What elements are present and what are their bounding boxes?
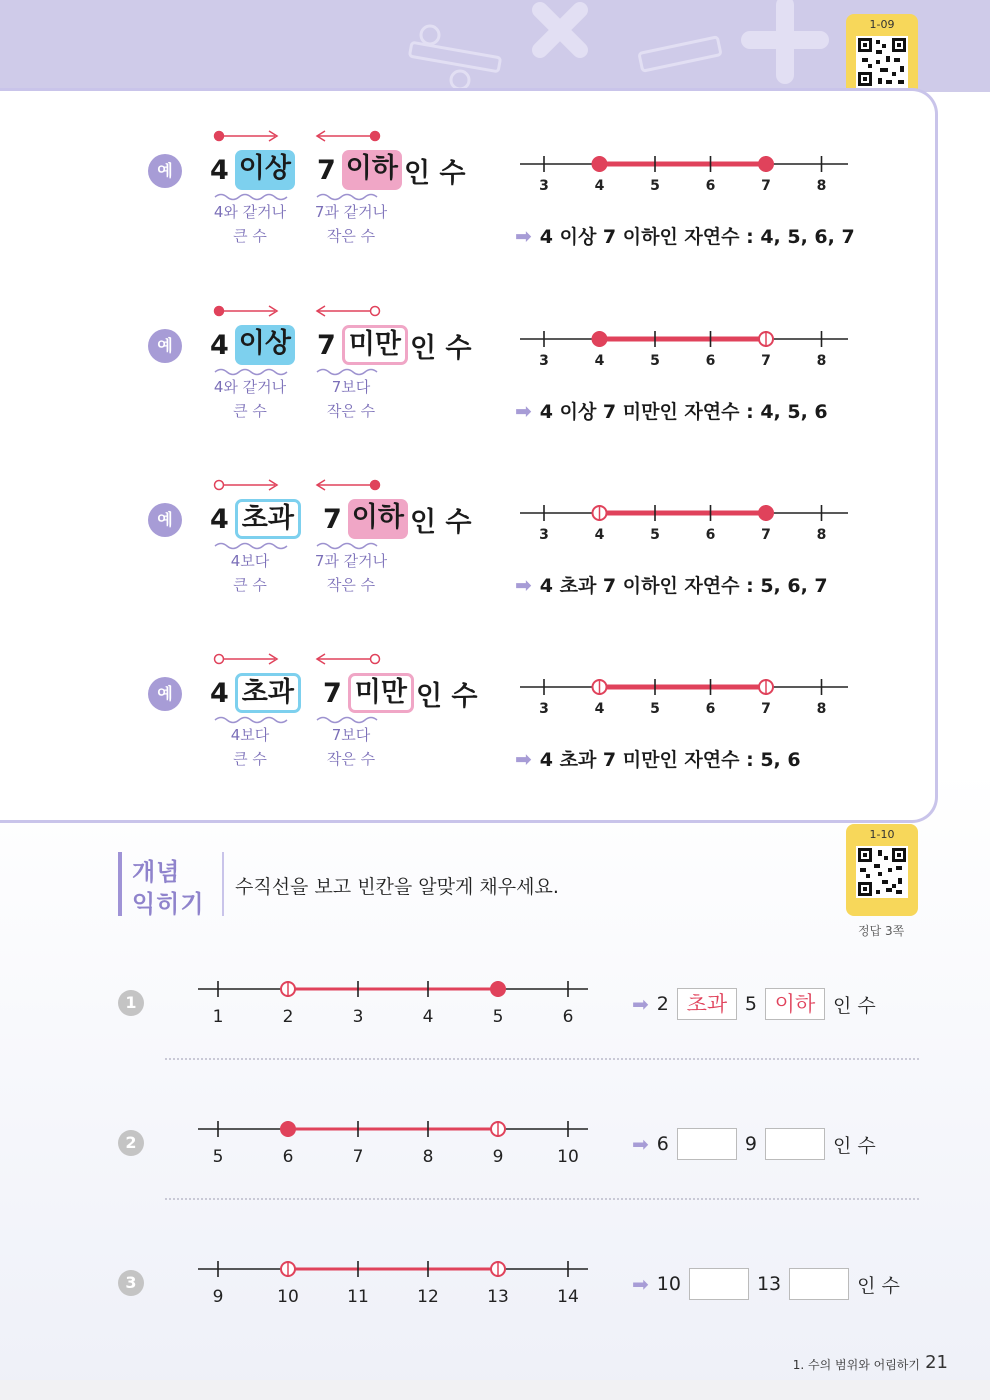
number-1: 4	[210, 503, 229, 535]
start-number: 6	[656, 1133, 669, 1155]
tick-label: 1	[212, 1007, 224, 1027]
answer-box-1[interactable]	[689, 1268, 749, 1300]
qr-label: 1-09	[869, 18, 895, 31]
tick-label: 7	[761, 178, 771, 194]
tick-label: 13	[487, 1287, 509, 1307]
result-text: 4 초과 7 미만인 자연수 : 5, 6	[539, 749, 801, 771]
footer-page-number: 21	[925, 1352, 948, 1373]
problem-divider	[165, 1198, 919, 1200]
example-row	[0, 311, 938, 451]
tick-label: 7	[352, 1147, 364, 1167]
tick-label: 9	[212, 1287, 224, 1307]
phrase-suffix: 인 수	[403, 157, 466, 189]
tick-label: 4	[422, 1007, 434, 1027]
example-badge: 예	[148, 154, 182, 188]
description-line: 큰 수	[233, 576, 267, 594]
word-2-pill: 이하	[342, 150, 402, 190]
tick-label: 6	[705, 701, 716, 717]
qr-code-box-middle[interactable]	[846, 824, 918, 916]
description-line: 작은 수	[326, 227, 376, 245]
concept-examples-card	[0, 88, 938, 823]
tick-label: 3	[539, 178, 549, 194]
footer-chapter: 1. 수의 범위와 어림하기	[792, 1358, 920, 1372]
start-number: 2	[656, 993, 669, 1015]
word-2-pill: 이하	[348, 499, 408, 539]
number-2: 7	[322, 503, 342, 535]
range-phrase	[210, 497, 472, 541]
tick-label: 3	[539, 353, 549, 369]
closed-endpoint	[491, 982, 505, 996]
result-line	[515, 397, 828, 424]
tick-label: 8	[816, 353, 827, 369]
description-2	[306, 723, 396, 771]
tick-label: 5	[650, 178, 660, 194]
description-line: 큰 수	[233, 750, 267, 768]
tick-label: 4	[594, 527, 605, 543]
tick-label: 6	[282, 1147, 294, 1167]
description-line: 큰 수	[233, 227, 267, 245]
tick-label: 9	[492, 1147, 504, 1167]
right-arrow-icon: ➡	[515, 746, 532, 771]
answer-suffix: 인 수	[832, 994, 876, 1017]
answer-reference: 정답 3쪽	[858, 924, 905, 938]
practice-section	[0, 830, 990, 1370]
description-line: 7보다	[331, 378, 371, 396]
footer-bar	[0, 1380, 990, 1400]
problem-row	[0, 1118, 990, 1218]
right-arrow-icon: ➡	[515, 398, 532, 423]
tick-label: 5	[650, 353, 660, 369]
problem-number-line	[190, 1258, 600, 1318]
number-1: 4	[210, 329, 229, 361]
problem-row	[0, 1258, 990, 1358]
tick-label: 6	[562, 1007, 574, 1027]
number-line	[510, 144, 860, 194]
result-text: 4 초과 7 이하인 자연수 : 5, 6, 7	[539, 575, 828, 597]
heading-line1: 개념	[132, 858, 181, 886]
problem-number-badge: 2	[118, 1130, 144, 1156]
description-line: 7보다	[331, 726, 371, 744]
result-line	[515, 745, 801, 772]
right-arrow-icon: ➡	[632, 1132, 649, 1156]
word-1-pill: 초과	[235, 673, 301, 713]
tick-label: 7	[761, 527, 771, 543]
tick-label: 5	[492, 1007, 504, 1027]
problem-row	[0, 978, 990, 1078]
right-arrow-icon: ➡	[632, 1272, 649, 1296]
answer-line	[632, 1124, 876, 1164]
heading-divider	[222, 852, 224, 916]
tick-label: 8	[422, 1147, 434, 1167]
description-1	[205, 549, 295, 597]
answer-box-1[interactable]: 초과	[677, 988, 737, 1020]
end-number: 9	[744, 1133, 757, 1155]
tick-label: 2	[282, 1007, 294, 1027]
practice-heading	[118, 852, 218, 916]
qr-label: 1-10	[869, 828, 895, 841]
right-arrow-icon: ➡	[515, 223, 532, 248]
tick-label: 10	[557, 1147, 579, 1167]
number-line	[510, 319, 860, 369]
result-text: 4 이상 7 미만인 자연수 : 4, 5, 6	[539, 401, 828, 423]
instruction-text: 수직선을 보고 빈칸을 알맞게 채우세요.	[235, 876, 559, 898]
range-phrase	[210, 148, 466, 192]
word-2-pill: 미만	[342, 325, 408, 365]
tick-label: 8	[816, 701, 827, 717]
phrase-suffix: 인 수	[409, 506, 472, 538]
qr-code-icon	[856, 36, 908, 88]
closed-endpoint	[759, 506, 773, 520]
description-line: 큰 수	[233, 402, 267, 420]
tick-label: 10	[277, 1287, 299, 1307]
tick-label: 5	[212, 1147, 224, 1167]
tick-label: 8	[816, 527, 827, 543]
number-2: 7	[316, 154, 336, 186]
tick-label: 6	[705, 527, 716, 543]
answer-box-2[interactable]	[765, 1128, 825, 1160]
tick-label: 12	[417, 1287, 439, 1307]
tick-label: 7	[761, 353, 771, 369]
description-line: 작은 수	[326, 402, 376, 420]
start-number: 10	[656, 1273, 681, 1295]
direction-arrows	[205, 126, 405, 146]
number-2: 7	[322, 677, 342, 709]
answer-line	[632, 984, 876, 1024]
example-row	[0, 659, 938, 799]
example-badge: 예	[148, 329, 182, 363]
closed-endpoint	[593, 332, 607, 346]
description-1	[205, 375, 295, 423]
number-2: 7	[316, 329, 336, 361]
phrase-suffix: 인 수	[409, 332, 472, 364]
tick-label: 4	[594, 353, 605, 369]
description-line: 4보다	[230, 552, 270, 570]
tick-label: 5	[650, 527, 660, 543]
end-number: 5	[744, 993, 757, 1015]
description-line: 작은 수	[326, 576, 376, 594]
number-1: 4	[210, 154, 229, 186]
tick-label: 5	[650, 701, 660, 717]
description-line: 7과 같거나	[314, 552, 388, 570]
result-text: 4 이상 7 이하인 자연수 : 4, 5, 6, 7	[539, 226, 855, 248]
heading-line2: 익히기	[132, 890, 205, 918]
problem-divider	[165, 1058, 919, 1060]
description-line: 4와 같거나	[213, 203, 287, 221]
result-line	[515, 571, 828, 598]
description-2	[306, 549, 396, 597]
qr-code-icon	[856, 846, 908, 898]
end-number: 13	[756, 1273, 782, 1295]
word-2-pill: 미만	[348, 673, 414, 713]
tick-label: 3	[539, 701, 549, 717]
tick-label: 3	[539, 527, 549, 543]
tick-label: 3	[352, 1007, 364, 1027]
problem-number-badge: 3	[118, 1270, 144, 1296]
example-row	[0, 485, 938, 625]
tick-label: 7	[761, 701, 771, 717]
description-line: 4보다	[230, 726, 270, 744]
answer-line	[632, 1264, 900, 1304]
problem-number-line	[190, 1118, 600, 1178]
closed-endpoint	[759, 157, 773, 171]
closed-endpoint	[593, 157, 607, 171]
header-band	[0, 0, 990, 92]
tick-label: 8	[816, 178, 827, 194]
description-2	[306, 375, 396, 423]
range-phrase	[210, 323, 472, 367]
word-1-pill: 이상	[235, 325, 295, 365]
number-line	[510, 667, 860, 717]
right-arrow-icon: ➡	[515, 572, 532, 597]
problem-number-badge: 1	[118, 990, 144, 1016]
example-row	[0, 136, 938, 276]
right-arrow-icon: ➡	[632, 992, 649, 1016]
closed-endpoint	[281, 1122, 295, 1136]
answer-suffix: 인 수	[857, 1274, 900, 1297]
direction-arrows	[205, 649, 405, 669]
math-symbols-decoration	[400, 0, 830, 92]
description-line: 7과 같거나	[314, 203, 388, 221]
example-badge: 예	[148, 677, 182, 711]
problem-number-line	[190, 978, 600, 1038]
tick-label: 6	[705, 178, 716, 194]
answer-box-1[interactable]	[677, 1128, 737, 1160]
answer-suffix: 인 수	[832, 1134, 876, 1157]
answer-box-2[interactable]: 이하	[765, 988, 825, 1020]
description-1	[205, 723, 295, 771]
phrase-suffix: 인 수	[415, 680, 478, 712]
tick-label: 6	[705, 353, 716, 369]
tick-label: 14	[557, 1287, 579, 1307]
example-badge: 예	[148, 503, 182, 537]
result-line	[515, 222, 855, 249]
number-line	[510, 493, 860, 543]
direction-arrows	[205, 475, 405, 495]
description-line: 작은 수	[326, 750, 376, 768]
number-1: 4	[210, 677, 229, 709]
direction-arrows	[205, 301, 405, 321]
description-1	[205, 200, 295, 248]
range-phrase	[210, 671, 478, 715]
description-2	[306, 200, 396, 248]
tick-label: 4	[594, 178, 605, 194]
word-1-pill: 이상	[235, 150, 295, 190]
answer-box-2[interactable]	[789, 1268, 849, 1300]
tick-label: 4	[594, 701, 605, 717]
description-line: 4와 같거나	[213, 378, 287, 396]
tick-label: 11	[347, 1287, 369, 1307]
word-1-pill: 초과	[235, 499, 301, 539]
